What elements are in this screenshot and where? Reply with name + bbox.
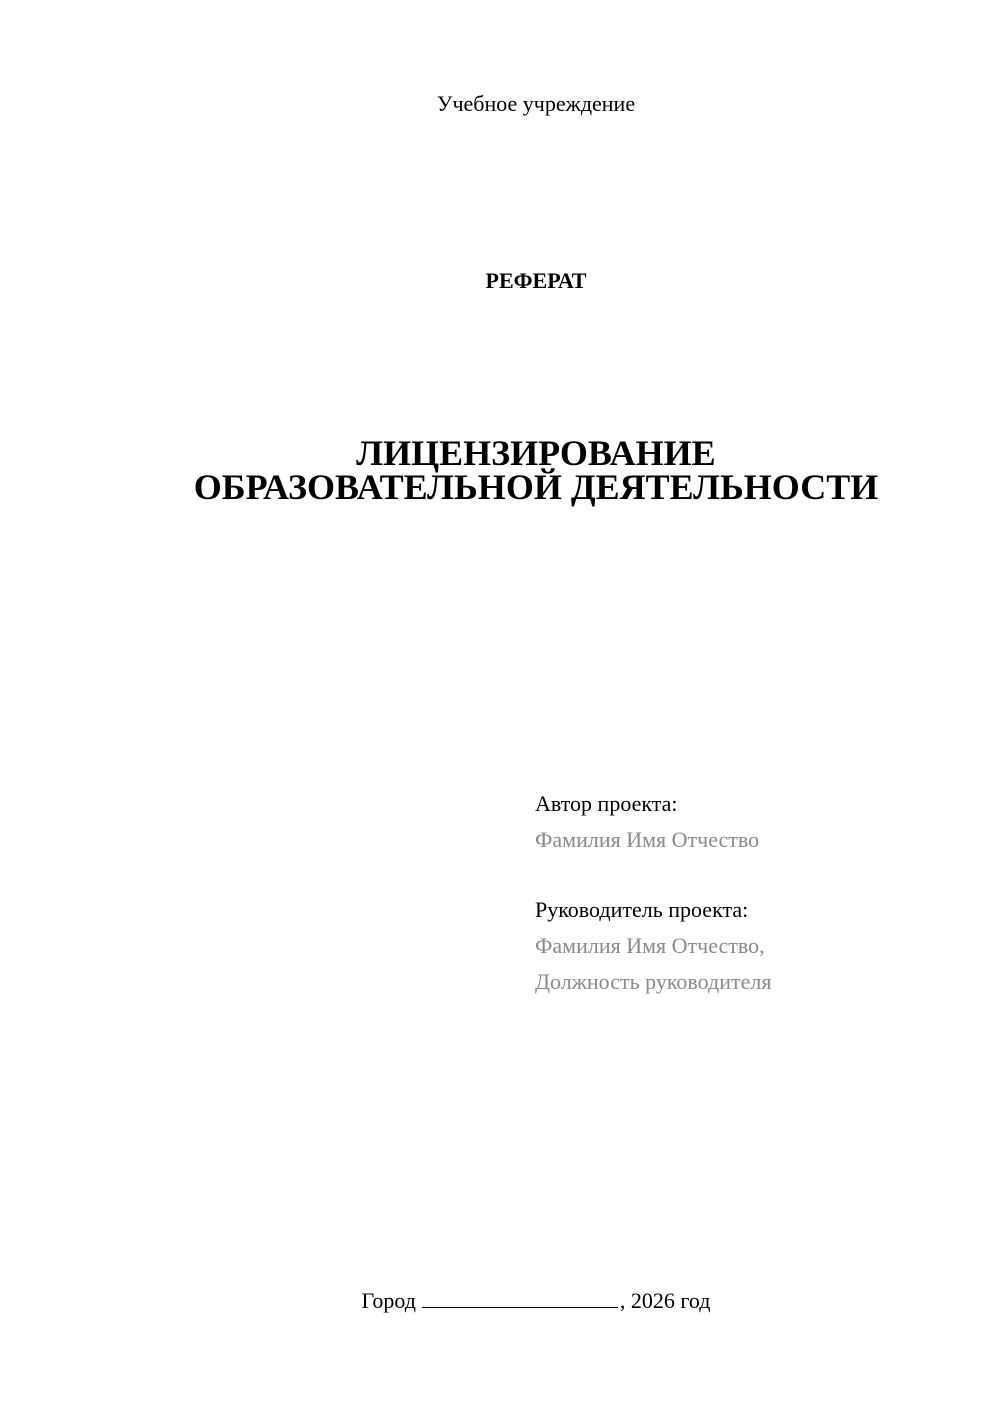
document-title (0, 433, 1000, 507)
supervisor-label: Руководитель проекта: (535, 897, 749, 922)
city-blank-line (422, 1289, 618, 1308)
supervisor-name: Фамилия Имя Отчество, (535, 933, 765, 958)
title-line-1: ЛИЦЕНЗИРОВАНИЕ (356, 433, 716, 473)
supervisor-block (535, 892, 771, 1000)
year-text: , 2026 год (619, 1288, 711, 1313)
document-type: РЕФЕРАТ (485, 268, 587, 293)
city-label: Город (361, 1288, 416, 1313)
author-block (535, 786, 759, 858)
author-label: Автор проекта: (535, 791, 678, 816)
supervisor-position: Должность руководителя (535, 969, 772, 994)
title-line-2: ОБРАЗОВАТЕЛЬНОЙ ДЕЯТЕЛЬНОСТИ (193, 467, 879, 507)
institution-name: Учебное учреждение (436, 91, 636, 116)
author-name: Фамилия Имя Отчество (535, 827, 760, 852)
footer-city-year (0, 1288, 1000, 1314)
